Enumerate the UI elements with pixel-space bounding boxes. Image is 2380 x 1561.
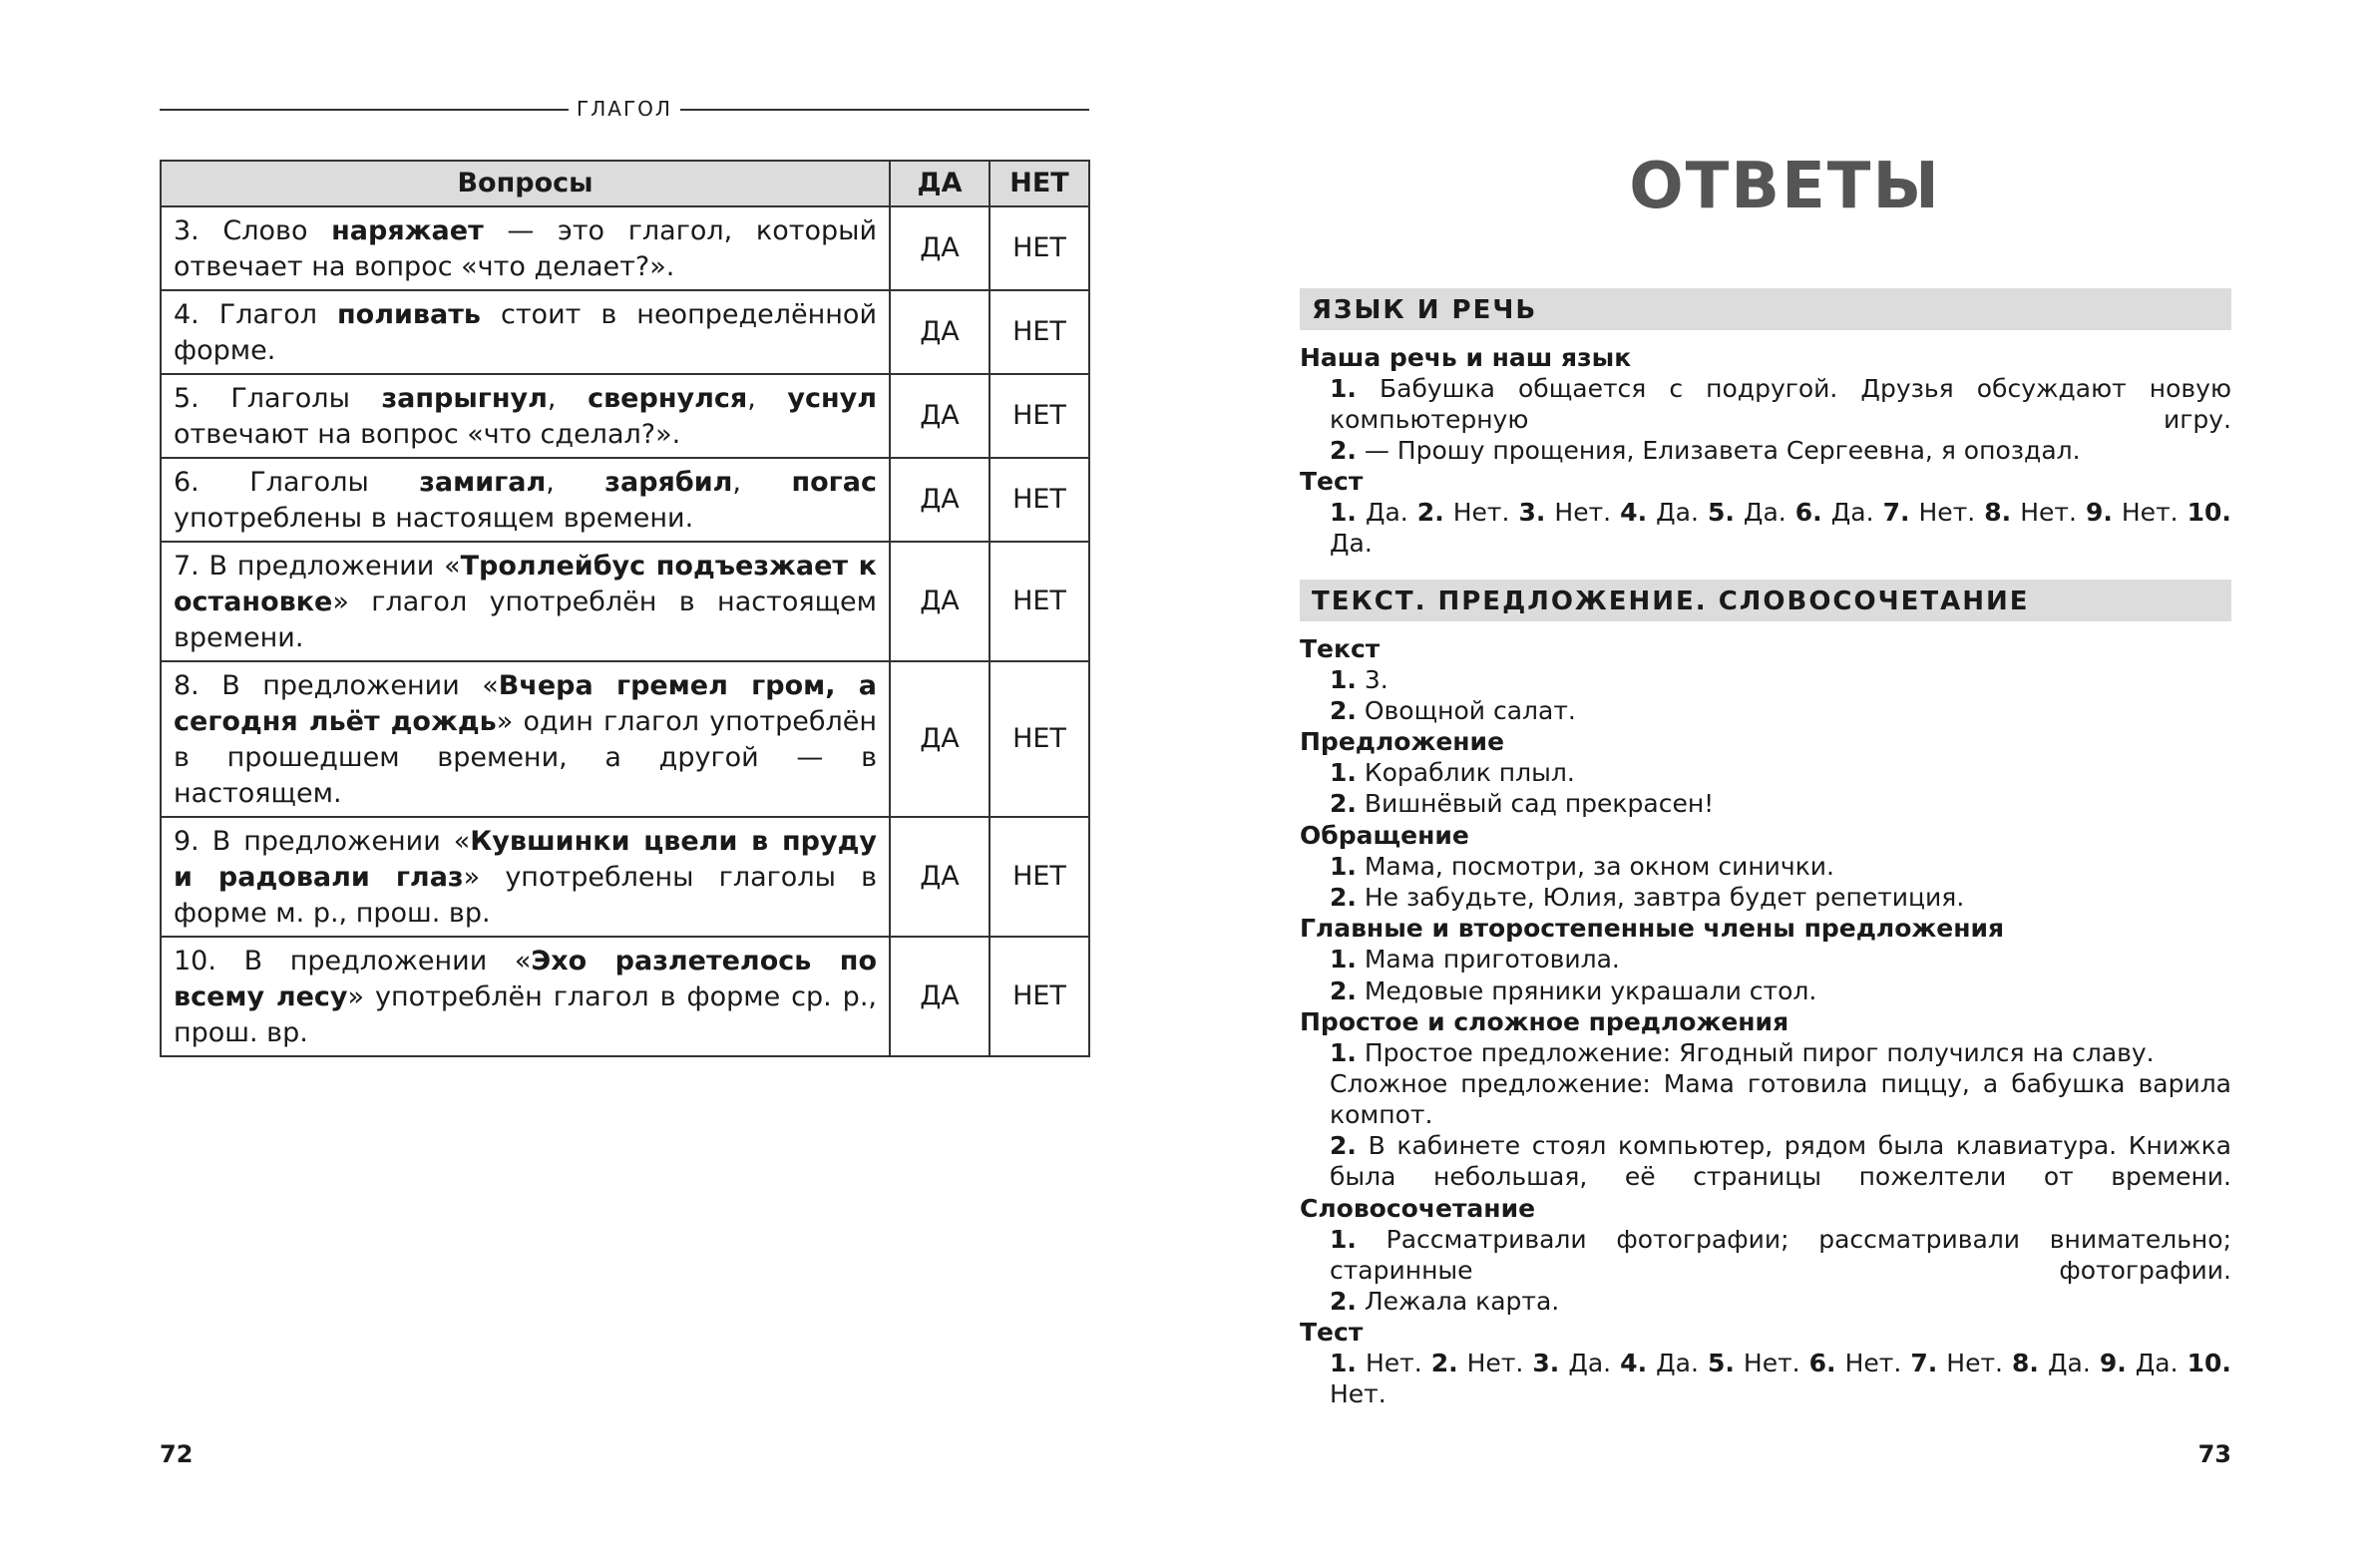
- answer-item: 1. Кораблик плыл.: [1330, 758, 1575, 787]
- answer-item: 2. Вишнёвый сад прекрасен!: [1330, 789, 1715, 818]
- answer-yes: ДА: [890, 374, 990, 458]
- answer-no: НЕТ: [990, 458, 1089, 542]
- answer-item: 1. Простое предложение: Ягодный пирог получился на славу.: [1330, 1038, 2155, 1067]
- answer-yes: ДА: [890, 458, 990, 542]
- answer-no: НЕТ: [990, 542, 1089, 661]
- question-text: 9. В предложении «Кувшинки цвели в пруду и радовали глаз» употреблены глаголы в форме м. р., прош. вр.: [161, 817, 890, 937]
- answer-yes: ДА: [890, 937, 990, 1056]
- table-row: [161, 661, 1089, 817]
- answer-yes: ДА: [890, 817, 990, 937]
- answer-yes: ДА: [890, 542, 990, 661]
- subheading: Главные и второстепенные члены предложения: [1300, 914, 2005, 943]
- subheading: Предложение: [1300, 727, 1505, 756]
- subheading: Текст: [1300, 634, 1381, 663]
- table-row: [161, 542, 1089, 661]
- answer-no: НЕТ: [990, 206, 1089, 290]
- running-header: [160, 96, 1089, 122]
- section-heading: ТЕКСТ. ПРЕДЛОЖЕНИЕ. СЛОВОСОЧЕТАНИЕ: [1300, 580, 2231, 621]
- answer-item: 1. Рассматривали фотографии; рассматривали внимательно; старинные фотографии.: [1330, 1225, 2231, 1285]
- header-yes: ДА: [890, 161, 990, 206]
- answer-no: НЕТ: [990, 937, 1089, 1056]
- table-header-row: [161, 161, 1089, 206]
- answer-item: Сложное предложение: Мама готовила пиццу, а бабушка варила компот.: [1330, 1069, 2231, 1129]
- section-heading: ЯЗЫК И РЕЧЬ: [1300, 288, 2231, 330]
- page-number-right: 73: [2197, 1440, 2231, 1468]
- subheading: Тест: [1300, 1318, 1364, 1347]
- subheading: Простое и сложное предложения: [1300, 1007, 1789, 1036]
- table-row: [161, 374, 1089, 458]
- answer-item: 1. Мама приготовила.: [1330, 945, 1620, 974]
- subheading: Тест: [1300, 467, 1364, 496]
- table-row: [161, 458, 1089, 542]
- answer-no: НЕТ: [990, 817, 1089, 937]
- answer-no: НЕТ: [990, 290, 1089, 374]
- answer-no: НЕТ: [990, 374, 1089, 458]
- table-row: [161, 817, 1089, 937]
- answer-yes: ДА: [890, 206, 990, 290]
- subheading: Словосочетание: [1300, 1194, 1536, 1223]
- question-text: 7. В предложении «Троллейбус подъезжает к остановке» глагол употреблён в настоящем времени.: [161, 542, 890, 661]
- table-row: [161, 206, 1089, 290]
- header-questions: Вопросы: [161, 161, 890, 206]
- answer-item: 1. Бабушка общается с подругой. Друзья обсуждают новую компьютерную игру.: [1330, 374, 2231, 434]
- test-answers: 1. Нет. 2. Нет. 3. Да. 4. Да. 5. Нет. 6. Нет. 7. Нет. 8. Да. 9. Да. 10. Нет.: [1330, 1349, 2231, 1408]
- right-page: [1190, 0, 2380, 1561]
- answer-no: НЕТ: [990, 661, 1089, 817]
- answer-yes: ДА: [890, 661, 990, 817]
- test-answers: 1. Да. 2. Нет. 3. Нет. 4. Да. 5. Да. 6. Да. 7. Нет. 8. Нет. 9. Нет. 10. Да.: [1330, 498, 2231, 558]
- page-number-left: 72: [160, 1440, 194, 1468]
- answer-item: 1. 3.: [1330, 665, 1388, 694]
- question-text: 3. Слово наряжает — это глагол, который отвечает на вопрос «что делает?».: [161, 206, 890, 290]
- question-text: 4. Глагол поливать стоит в неопределённой форме.: [161, 290, 890, 374]
- answer-item: 2. Не забудьте, Юлия, завтра будет репетиция.: [1330, 883, 1965, 912]
- question-text: 6. Глаголы замигал, зарябил, погас употреблены в настоящем времени.: [161, 458, 890, 542]
- question-text: 5. Глаголы запрыгнул, свернулся, уснул отвечают на вопрос «что сделал?».: [161, 374, 890, 458]
- header-no: НЕТ: [990, 161, 1089, 206]
- table-row: [161, 937, 1089, 1056]
- question-text: 10. В предложении «Эхо разлетелось по всему лесу» употреблён глагол в форме ср. р., прош. вр.: [161, 937, 890, 1056]
- header-rule-right: [680, 109, 1089, 111]
- table-row: [161, 290, 1089, 374]
- answer-item: 2. Медовые пряники украшали стол.: [1330, 976, 1817, 1005]
- answer-item: 2. — Прошу прощения, Елизавета Сергеевна, я опоздал.: [1330, 436, 2081, 465]
- question-text: 8. В предложении «Вчера гремел гром, а сегодня льёт дождь» один глагол употреблён в прошедшем времени, а другой — в настоящем.: [161, 661, 890, 817]
- running-header-title: ГЛАГОЛ: [577, 97, 672, 121]
- questions-table: [160, 160, 1090, 1057]
- page-title: ОТВЕТЫ: [1629, 150, 1941, 223]
- answer-item: 1. Мама, посмотри, за окном синички.: [1330, 852, 1834, 881]
- subheading: Обращение: [1300, 821, 1469, 850]
- answer-item: 2. Лежала карта.: [1330, 1287, 1560, 1316]
- subheading: Наша речь и наш язык: [1300, 343, 1632, 372]
- answer-yes: ДА: [890, 290, 990, 374]
- answer-item: 2. В кабинете стоял компьютер, рядом была клавиатура. Книжка была небольшая, её страницы пожелтели от времени.: [1330, 1131, 2232, 1191]
- answer-item: 2. Овощной салат.: [1330, 696, 1576, 725]
